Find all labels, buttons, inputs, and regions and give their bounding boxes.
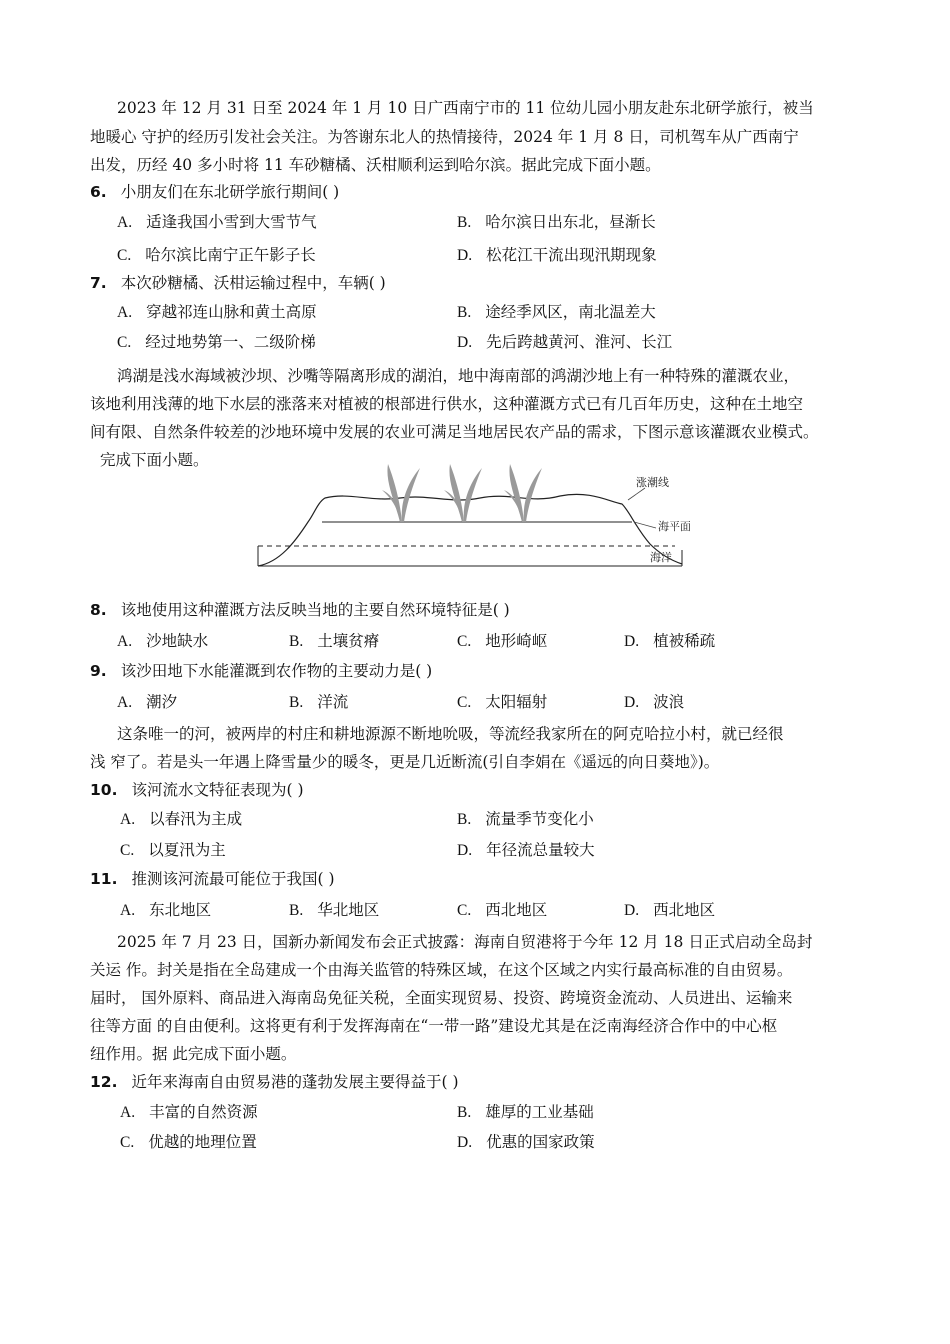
q6-option-b-text: 哈尔滨日出东北，昼渐长	[485, 213, 656, 231]
q8-option-d[interactable]	[624, 631, 715, 652]
intro1-line-1: 2023 年 12 月 31 日至 2024 年 1 月 10 日广西南宁市的 11 位幼儿园小朋友赴东北研学旅行，被当	[117, 99, 814, 117]
q8-option-b-text: 土壤贫瘠	[317, 632, 380, 650]
q6-option-d-text: 松花江干流出现汛期现象	[486, 246, 657, 264]
q8-option-c-label: C.	[457, 633, 472, 650]
question-8-stem: 该地使用这种灌溉方法反映当地的主要自然环境特征是( )	[120, 601, 510, 619]
q7-option-d-label: D.	[457, 334, 473, 351]
q11-option-c-text: 西北地区	[485, 901, 548, 919]
intro4-line-3: 届时， 国外原料、商品进入海南岛免征关税，全面实现贸易、投资、跨境资金流动、人员进出、运输来	[90, 989, 793, 1007]
q7-option-b-label: B.	[457, 304, 472, 321]
question-12	[90, 1072, 870, 1092]
question-7-stem: 本次砂糖橘、沃柑运输过程中，车辆( )	[120, 274, 386, 292]
q9-option-b-text: 洋流	[317, 693, 349, 711]
plant-icon-1	[382, 464, 420, 522]
intro4-line-1: 2025 年 7 月 23 日，国新办新闻发布会正式披露：海南自贸港将于今年 12 月 18 日正式启动全岛封	[117, 933, 813, 951]
q6-option-c[interactable]	[117, 245, 316, 266]
q12-option-c[interactable]	[120, 1132, 257, 1153]
q12-option-b-text: 雄厚的工业基础	[485, 1103, 594, 1121]
q10-option-b-label: B.	[457, 811, 472, 828]
question-12-stem: 近年来海南自由贸易港的蓬勃发展主要得益于( )	[131, 1073, 459, 1091]
intro3-line-2: 浅 窄了。若是头一年遇上降雪量少的暖冬，更是几近断流(引自李娟在《遥远的向日葵地》)。	[90, 753, 720, 771]
q11-option-a-label: A.	[120, 902, 136, 919]
intro4-line-4: 往等方面 的自由便利。这将更有利于发挥海南在“一带一路”建设尤其是在泛南海经济合作中的中心枢	[90, 1017, 778, 1035]
intro4-line-5: 纽作用。据 此完成下面小题。	[90, 1045, 297, 1063]
tide-line-label: 涨潮线	[636, 476, 669, 489]
question-6-stem: 小朋友们在东北研学旅行期间( )	[120, 183, 340, 201]
q12-option-c-label: C.	[120, 1134, 135, 1151]
q6-option-c-text: 哈尔滨比南宁正午影子长	[145, 246, 316, 264]
intro2-line-3: 间有限、自然条件较差的沙地环境中发展的农业可满足当地居民农产品的需求，下图示意该灌溉农业模式。	[90, 423, 819, 441]
intro4-line-2: 关运 作。封关是指在全岛建成一个由海关监管的特殊区域，在这个区域之内实行最高标准的自由贸易。	[90, 961, 793, 979]
q6-option-b-label: B.	[457, 214, 472, 231]
q10-option-c[interactable]	[120, 840, 226, 861]
q6-option-d[interactable]	[457, 245, 657, 266]
q7-option-c[interactable]	[117, 332, 316, 353]
q10-option-a[interactable]	[120, 809, 242, 830]
q9-option-b[interactable]	[289, 692, 348, 713]
sea-level-label: 海平面	[658, 520, 690, 533]
q9-option-c[interactable]	[457, 692, 547, 713]
q8-option-b-label: B.	[289, 633, 304, 650]
q9-option-c-text: 太阳辐射	[485, 693, 548, 711]
question-8	[90, 600, 870, 620]
q6-option-a-text: 适逢我国小雪到大雪节气	[146, 213, 317, 231]
q10-option-c-label: C.	[120, 842, 135, 859]
q10-option-d[interactable]	[457, 840, 595, 861]
plant-icon-3	[504, 464, 542, 522]
q12-option-b[interactable]	[457, 1102, 594, 1123]
sand-profile-line	[258, 494, 682, 566]
question-12-number: 12.	[90, 1073, 118, 1091]
question-8-number: 8.	[90, 601, 107, 619]
q7-option-c-label: C.	[117, 334, 132, 351]
q7-option-a-text: 穿越祁连山脉和黄土高原	[146, 303, 317, 321]
q6-option-d-label: D.	[457, 247, 473, 264]
intro1-line-3: 出发，历经 40 多小时将 11 车砂糖橘、沃柑顺利运到哈尔滨。据此完成下面小题。	[90, 156, 661, 174]
q12-option-d-label: D.	[457, 1134, 473, 1151]
question-10-number: 10.	[90, 781, 118, 799]
q12-option-b-label: B.	[457, 1104, 472, 1121]
q12-option-c-text: 优越的地理位置	[148, 1133, 257, 1151]
question-11-stem: 推测该河流最可能位于我国( )	[131, 870, 335, 888]
q12-option-d-text: 优惠的国家政策	[486, 1133, 595, 1151]
q11-option-d[interactable]	[624, 900, 715, 921]
q11-option-b[interactable]	[289, 900, 379, 921]
q6-option-c-label: C.	[117, 247, 132, 264]
intro2-line-2: 该地利用浅薄的地下水层的涨落来对植被的根部进行供水，这种灌溉方式已有几百年历史，这种在土地空	[90, 395, 804, 413]
q9-option-a-label: A.	[117, 694, 133, 711]
q9-option-d[interactable]	[624, 692, 684, 713]
q12-option-d[interactable]	[457, 1132, 595, 1153]
q6-option-a[interactable]	[117, 212, 317, 233]
q7-option-a[interactable]	[117, 302, 317, 323]
q12-option-a-text: 丰富的自然资源	[149, 1103, 258, 1121]
q12-option-a[interactable]	[120, 1102, 258, 1123]
q8-option-c-text: 地形崎岖	[485, 632, 548, 650]
q10-option-c-text: 以夏汛为主	[148, 841, 226, 859]
q7-option-b-text: 途经季风区，南北温差大	[485, 303, 656, 321]
q8-option-d-text: 植被稀疏	[653, 632, 716, 650]
intro2-line-1: 鸿湖是浅水海域被沙坝、沙嘴等隔离形成的湖泊，地中海南部的鸿湖沙地上有一种特殊的灌溉农业，	[117, 367, 800, 385]
q9-option-c-label: C.	[457, 694, 472, 711]
question-6	[90, 182, 870, 202]
intro3-line-1: 这条唯一的河，被两岸的村庄和耕地源源不断地吮吸，等流经我家所在的阿克哈拉小村，就已经很	[117, 725, 784, 743]
q7-option-b[interactable]	[457, 302, 656, 323]
q11-option-b-label: B.	[289, 902, 304, 919]
q10-option-b[interactable]	[457, 809, 594, 830]
q9-option-a[interactable]	[117, 692, 177, 713]
q10-option-a-label: A.	[120, 811, 136, 828]
q11-option-d-label: D.	[624, 902, 640, 919]
q6-option-b[interactable]	[457, 212, 656, 233]
q8-option-a[interactable]	[117, 631, 208, 652]
question-7-number: 7.	[90, 274, 107, 292]
q11-option-d-text: 西北地区	[653, 901, 716, 919]
intro2-line-4: 完成下面小题。	[100, 451, 209, 469]
question-6-number: 6.	[90, 183, 107, 201]
question-7	[90, 273, 870, 293]
q10-option-b-text: 流量季节变化小	[485, 810, 594, 828]
q7-option-d[interactable]	[457, 332, 672, 353]
q10-option-d-label: D.	[457, 842, 473, 859]
q10-option-a-text: 以春汛为主成	[149, 810, 243, 828]
q10-option-d-text: 年径流总量较大	[486, 841, 595, 859]
q11-option-c-label: C.	[457, 902, 472, 919]
q8-option-c[interactable]	[457, 631, 547, 652]
question-10-stem: 该河流水文特征表现为( )	[131, 781, 304, 799]
intro1-line-2: 地暖心 守护的经历引发社会关注。为答谢东北人的热情接待，2024 年 1 月 8 日，司机驾车从广西南宁	[90, 128, 799, 146]
q7-option-c-text: 经过地势第一、二级阶梯	[145, 333, 316, 351]
question-11-number: 11.	[90, 870, 118, 888]
q9-option-d-label: D.	[624, 694, 640, 711]
irrigation-diagram	[250, 462, 690, 574]
q8-option-d-label: D.	[624, 633, 640, 650]
q7-option-a-label: A.	[117, 304, 133, 321]
q6-option-a-label: A.	[117, 214, 133, 231]
q11-option-c[interactable]	[457, 900, 547, 921]
q9-option-a-text: 潮汐	[146, 693, 178, 711]
question-11	[90, 869, 870, 889]
q12-option-a-label: A.	[120, 1104, 136, 1121]
plant-icon-2	[444, 464, 482, 522]
ocean-label: 海洋	[650, 551, 672, 564]
q11-option-a[interactable]	[120, 900, 211, 921]
q8-option-a-label: A.	[117, 633, 133, 650]
question-9-stem: 该沙田地下水能灌溉到农作物的主要动力是( )	[120, 662, 433, 680]
q9-option-d-text: 波浪	[653, 693, 685, 711]
q11-option-b-text: 华北地区	[317, 901, 380, 919]
question-10	[90, 780, 870, 800]
q7-option-d-text: 先后跨越黄河、淮河、长江	[486, 333, 673, 351]
question-9	[90, 661, 870, 681]
q9-option-b-label: B.	[289, 694, 304, 711]
q8-option-b[interactable]	[289, 631, 379, 652]
q11-option-a-text: 东北地区	[149, 901, 212, 919]
q8-option-a-text: 沙地缺水	[146, 632, 209, 650]
question-9-number: 9.	[90, 662, 107, 680]
